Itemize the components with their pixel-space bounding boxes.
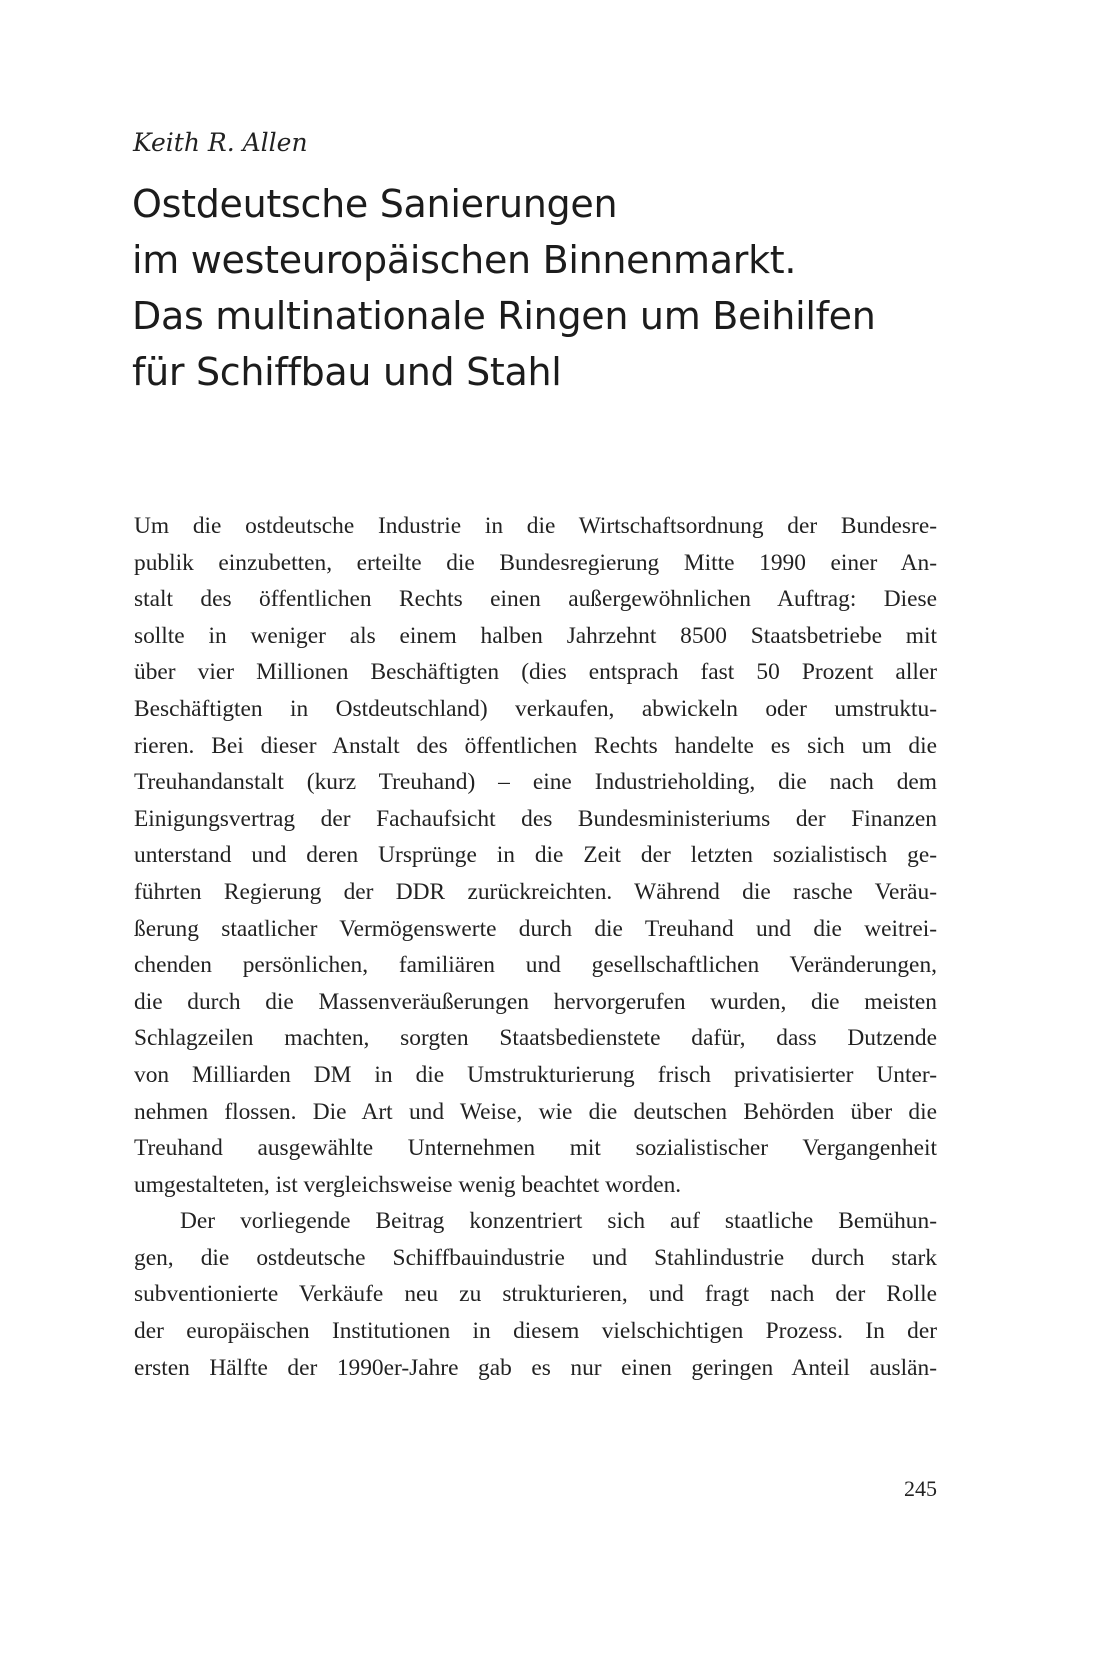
- text-line: gen, die ostdeutsche Schiffbauindustrie und Stahlindustrie durch stark: [134, 1244, 937, 1271]
- text-line: Einigungsvertrag der Fachaufsicht des Bundesministeriums der Finanzen: [134, 805, 937, 832]
- text-line: rieren. Bei dieser Anstalt des öffentlichen Rechts handelte es sich um die: [134, 732, 937, 759]
- text-line: umgestalteten, ist vergleichsweise wenig beachtet worden.: [134, 1171, 682, 1198]
- title-line: im westeuropäischen Binnenmarkt.: [132, 238, 797, 282]
- text-line: Beschäftigten in Ostdeutschland) verkaufen, abwickeln oder umstruktu-: [134, 695, 937, 722]
- title-line: Ostdeutsche Sanierungen: [132, 182, 618, 226]
- page-number: 245: [904, 1476, 937, 1501]
- text-line: unterstand und deren Ursprünge in die Zeit der letzten sozialistisch ge-: [134, 842, 937, 869]
- text-line: ßerung staatlicher Vermögenswerte durch die Treuhand und die weitrei-: [134, 915, 937, 942]
- chapter-title: [132, 176, 1012, 400]
- text-line: stalt des öffentlichen Rechts einen außergewöhnlichen Auftrag: Diese: [134, 586, 937, 613]
- text-line: Treuhandanstalt (kurz Treuhand) – eine Industrieholding, die nach dem: [134, 769, 937, 796]
- text-line: Um die ostdeutsche Industrie in die Wirtschaftsordnung der Bundesre-: [134, 513, 937, 539]
- text-line: der europäischen Institutionen in diesem vielschichtigen Prozess. In der: [134, 1318, 937, 1345]
- text-line: ersten Hälfte der 1990er-Jahre gab es nur einen geringen Anteil auslän-: [134, 1354, 937, 1381]
- author-name: Keith R. Allen: [133, 128, 308, 157]
- text-line: über vier Millionen Beschäftigten (dies entsprach fast 50 Prozent aller: [134, 659, 937, 686]
- text-line: publik einzubetten, erteilte die Bundesregierung Mitte 1990 einer An-: [134, 549, 937, 576]
- body-text: [134, 508, 937, 1386]
- text-line: sollte in weniger als einem halben Jahrzehnt 8500 Staatsbetriebe mit: [134, 622, 937, 649]
- paragraph-1: [134, 508, 937, 1203]
- title-line: Das multinationale Ringen um Beihilfen: [132, 294, 876, 338]
- title-line: für Schiffbau und Stahl: [132, 350, 562, 394]
- text-line: chenden persönlichen, familiären und gesellschaftlichen Veränderungen,: [134, 952, 937, 979]
- paragraph-2: [134, 1203, 937, 1386]
- text-line: Der vorliegende Beitrag konzentriert sich auf staatliche Bemühun-: [180, 1208, 937, 1235]
- text-line: führten Regierung der DDR zurückreichten. Während die rasche Veräu-: [134, 878, 937, 905]
- text-line: Treuhand ausgewählte Unternehmen mit sozialistischer Vergangenheit: [134, 1135, 937, 1162]
- text-line: subventionierte Verkäufe neu zu strukturieren, und fragt nach der Rolle: [134, 1281, 937, 1308]
- text-line: Schlagzeilen machten, sorgten Staatsbedienstete dafür, dass Dutzende: [134, 1025, 937, 1052]
- text-line: die durch die Massenveräußerungen hervorgerufen wurden, die meisten: [134, 988, 937, 1015]
- text-line: von Milliarden DM in die Umstrukturierung frisch privatisierter Unter-: [134, 1061, 937, 1088]
- text-line: nehmen flossen. Die Art und Weise, wie die deutschen Behörden über die: [134, 1098, 937, 1125]
